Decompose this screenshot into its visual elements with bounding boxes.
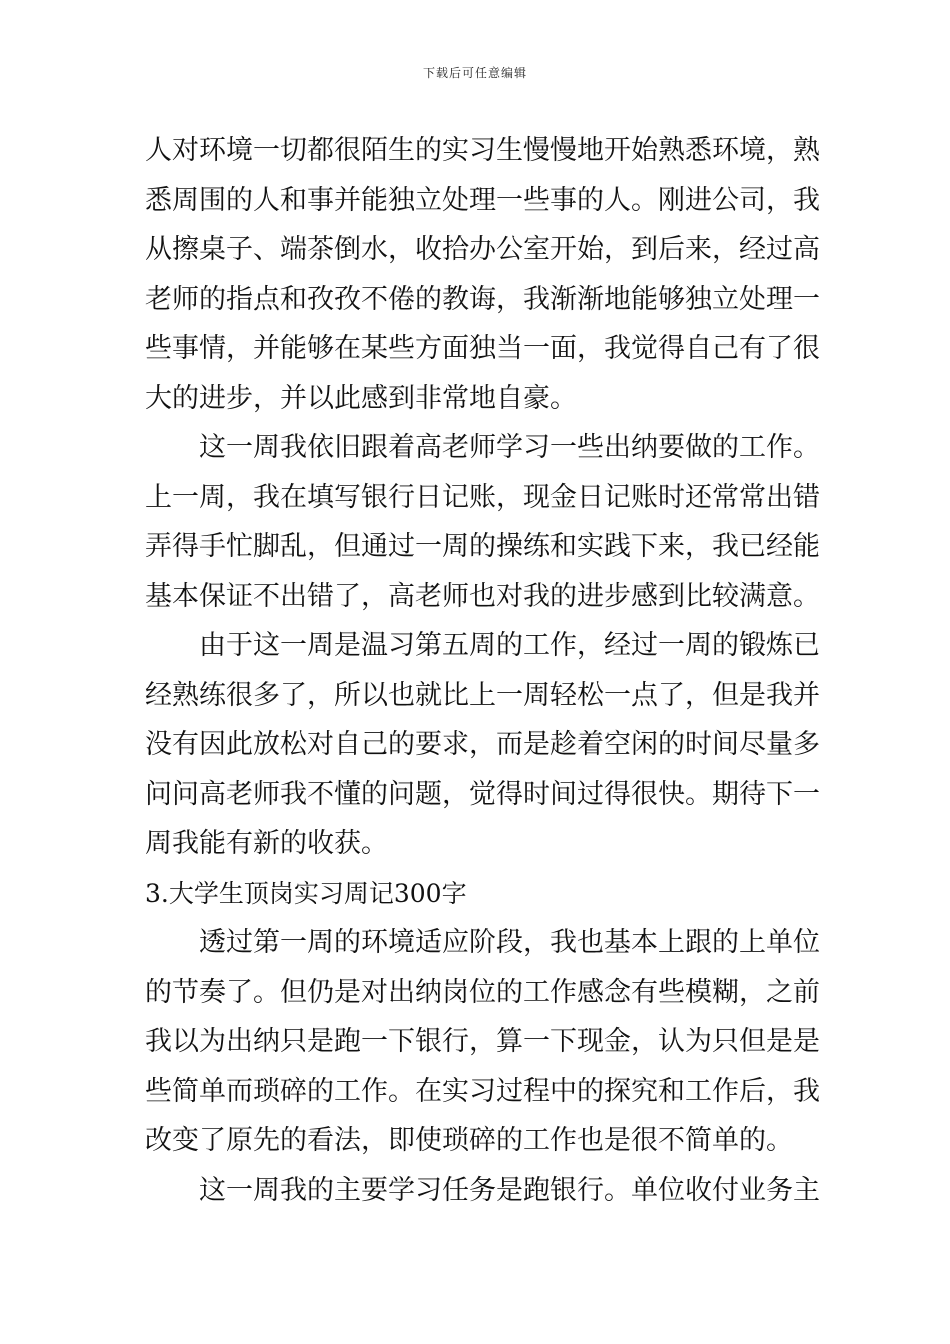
text-line: 问问高老师我不懂的问题，觉得时间过得很快。期待下一 — [145, 778, 820, 810]
text-line: 由于这一周是温习第五周的工作，经过一周的锻炼已 — [199, 630, 820, 661]
text-line: 些事情，并能够在某些方面独当一面，我觉得自己有了很 — [145, 333, 820, 364]
text-line: 改变了原先的看法，即使琐碎的工作也是很不简单的。 — [145, 1125, 793, 1156]
text-line: 从擦桌子、端茶倒水，收拾办公室开始，到后来，经过高 — [145, 234, 820, 265]
text-line: 透过第一周的环境适应阶段，我也基本上跟的上单位 — [199, 927, 820, 958]
document-body — [145, 126, 820, 1215]
text-line: 没有因此放松对自己的要求，而是趁着空闲的时间尽量多 — [145, 729, 820, 760]
text-line: 我以为出纳只是跑一下银行，算一下现金，认为只但是是 — [145, 1026, 820, 1057]
text-line: 老师的指点和孜孜不倦的教诲，我渐渐地能够独立处理一 — [145, 283, 820, 315]
text-line: 这一周我依旧跟着高老师学习一些出纳要做的工作。 — [199, 432, 820, 463]
text-line: 大的进步，并以此感到非常地自豪。 — [145, 382, 577, 414]
text-line: 悉周围的人和事并能独立处理一些事的人。刚进公司，我 — [145, 184, 820, 216]
text-line: 经熟练很多了，所以也就比上一周轻松一点了，但是我并 — [145, 679, 820, 711]
text-line: 基本保证不出错了，高老师也对我的进步感到比较满意。 — [145, 580, 820, 612]
text-line: 弄得手忙脚乱，但通过一周的操练和实践下来，我已经能 — [145, 531, 820, 562]
text-line: 人对环境一切都很陌生的实习生慢慢地开始熟悉环境，熟 — [145, 135, 820, 166]
text-line: 周我能有新的收获。 — [145, 828, 388, 859]
text-line: 些简单而琐碎的工作。在实习过程中的探究和工作后，我 — [145, 1075, 820, 1107]
text-line: 这一周我的主要学习任务是跑银行。单位收付业务主 — [199, 1174, 820, 1206]
text-line: 上一周，我在填写银行日记账，现金日记账时还常常出错 — [145, 481, 820, 513]
section-heading: 3.大学生顶岗实习周记300字 — [145, 878, 467, 908]
page-header-note: 下载后可任意编辑 — [422, 66, 527, 80]
text-line: 的节奏了。但仍是对出纳岗位的工作感念有些模糊，之前 — [145, 976, 820, 1008]
